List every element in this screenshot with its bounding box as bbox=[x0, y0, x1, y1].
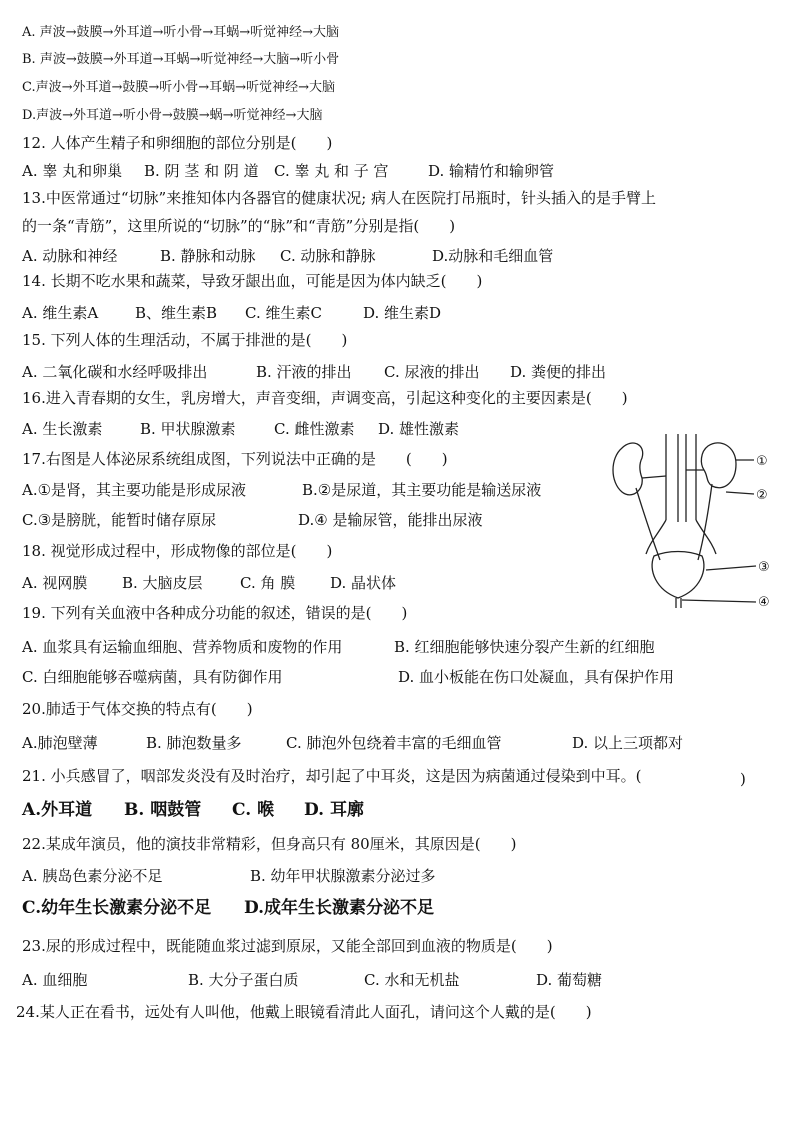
q13-option-a: A. 动脉和神经 bbox=[22, 247, 118, 265]
sequence-option-c: C.声波→外耳道→鼓膜→听小骨→耳蜗→听觉神经→大脑 bbox=[22, 80, 335, 95]
q23-option-c: C. 水和无机盐 bbox=[364, 971, 460, 989]
q18-stem: 18. 视觉形成过程中，形成物像的部位是( ) bbox=[22, 542, 333, 560]
q22-option-b: B. 幼年甲状腺激素分泌过多 bbox=[250, 867, 436, 885]
blood-vessels-shape bbox=[666, 434, 696, 522]
q18-option-c: C. 角 膜 bbox=[240, 574, 296, 592]
q17-options-row2 bbox=[22, 510, 622, 530]
q20-option-b: B. 肺泡数量多 bbox=[146, 734, 242, 752]
q16-option-a: A. 生长激素 bbox=[22, 420, 103, 438]
q14-options bbox=[22, 303, 782, 323]
q13-stem-line1: 13.中医常通过“切脉”来推知体内各器官的健康状况; 病人在医院打吊瓶时，针头插入的是手臂上 bbox=[22, 189, 657, 207]
q13-stem-line2: 的一条“青筋”，这里所说的“切脉”的“脉”和“青筋”分别是指( ) bbox=[22, 217, 456, 235]
q16-options bbox=[22, 419, 622, 439]
q22-option-d: D.成年生长激素分泌不足 bbox=[244, 898, 435, 918]
q12-option-b: B. 阴 茎 和 阴 道 bbox=[144, 162, 259, 180]
q20-stem: 20.肺适于气体交换的特点有( ) bbox=[22, 700, 253, 718]
q16-option-d: D. 雄性激素 bbox=[378, 420, 460, 438]
q23-option-a: A. 血细胞 bbox=[22, 971, 88, 989]
q14-option-b: B、维生素B bbox=[135, 304, 218, 322]
q23-option-b: B. 大分子蛋白质 bbox=[188, 971, 299, 989]
q23-stem: 23.尿的形成过程中，既能随血浆过滤到原尿，又能全部回到血液的物质是( ) bbox=[22, 937, 553, 955]
figure-label-3: ③ bbox=[758, 560, 770, 575]
q19-option-a: A. 血浆具有运输血细胞、营养物质和废物的作用 bbox=[22, 638, 343, 656]
q15-stem: 15. 下列人体的生理活动，不属于排泄的是( ) bbox=[22, 331, 348, 349]
q18-option-b: B. 大脑皮层 bbox=[122, 574, 203, 592]
q17-option-a: A.①是肾，其主要功能是形成尿液 bbox=[22, 481, 247, 499]
q13-option-c: C. 动脉和静脉 bbox=[280, 247, 376, 265]
q19-option-c: C. 白细胞能够吞噬病菌，具有防御作用 bbox=[22, 668, 283, 686]
q22-options-row1 bbox=[22, 866, 622, 886]
q19-option-b: B. 红细胞能够快速分裂产生新的红细胞 bbox=[394, 638, 655, 656]
q17-options-row1 bbox=[22, 480, 622, 500]
q17-option-b: B.②是尿道，其主要功能是输送尿液 bbox=[302, 481, 542, 499]
q22-stem: 22.某成年演员，他的演技非常精彩，但身高只有 80厘米，其原因是( ) bbox=[22, 835, 517, 853]
q19-stem: 19. 下列有关血液中各种成分功能的叙述，错误的是( ) bbox=[22, 604, 408, 622]
q16-option-b: B. 甲状腺激素 bbox=[140, 420, 236, 438]
q24-stem: 24.某人正在看书，远处有人叫他，他戴上眼镜看清此人面孔，请问这个人戴的是( ) bbox=[16, 1003, 592, 1021]
q21-option-a: A.外耳道 bbox=[22, 800, 93, 820]
q22-options-row2 bbox=[22, 898, 622, 920]
q18-options bbox=[22, 573, 622, 593]
q15-option-d: D. 粪便的排出 bbox=[510, 363, 607, 381]
q14-stem: 14. 长期不吃水果和蔬菜，导致牙龈出血，可能是因为体内缺乏( ) bbox=[22, 272, 483, 290]
q17-option-d: D.④ 是输尿管，能排出尿液 bbox=[298, 511, 483, 529]
q21-stem: 21. 小兵感冒了，咽部发炎没有及时治疗，却引起了中耳炎，这是因为病菌通过侵染到中耳。( bbox=[22, 767, 642, 785]
q18-option-d: D. 晶状体 bbox=[330, 574, 397, 592]
q18-option-a: A. 视网膜 bbox=[22, 574, 88, 592]
urethra-shape bbox=[676, 598, 681, 608]
q21-option-b: B. 咽鼓管 bbox=[124, 800, 202, 820]
q12-option-d: D. 输精竹和输卵管 bbox=[428, 162, 555, 180]
q14-option-a: A. 维生素A bbox=[22, 304, 99, 322]
q20-option-d: D. 以上三项都对 bbox=[572, 734, 684, 752]
q23-option-d: D. 葡萄糖 bbox=[536, 971, 603, 989]
q13-options bbox=[22, 246, 782, 266]
q12-options bbox=[22, 161, 782, 181]
q12-option-a: A. 睾 丸和卵巢 bbox=[22, 162, 123, 180]
sequence-option-d: D.声波→外耳道→听小骨→鼓膜→蜗→听觉神经→大脑 bbox=[22, 108, 323, 123]
left-kidney-shape bbox=[613, 443, 643, 495]
q20-option-c: C. 肺泡外包绕着丰富的毛细血管 bbox=[286, 734, 502, 752]
q19-options-row2 bbox=[22, 667, 782, 687]
sequence-option-b: B. 声波→鼓膜→外耳道→耳蜗→听觉神经→大脑→听小骨 bbox=[22, 52, 340, 67]
q22-option-c: C.幼年生长激素分泌不足 bbox=[22, 898, 212, 918]
q21-option-d: D. 耳廓 bbox=[304, 800, 364, 820]
q14-option-c: C. 维生素C bbox=[245, 304, 322, 322]
q16-option-c: C. 雌性激素 bbox=[274, 420, 355, 438]
q17-option-c: C.③是膀胱，能暂时储存原尿 bbox=[22, 511, 217, 529]
urinary-system-figure bbox=[608, 430, 778, 610]
q15-option-c: C. 尿液的排出 bbox=[384, 363, 480, 381]
q13-option-d: D.动脉和毛细血管 bbox=[432, 247, 554, 265]
q15-options bbox=[22, 362, 782, 382]
q14-option-d: D. 维生素D bbox=[363, 304, 442, 322]
q15-option-b: B. 汗液的排出 bbox=[256, 363, 352, 381]
q23-options bbox=[22, 970, 782, 990]
q16-stem: 16.进入青春期的女生，乳房增大，声音变细，声调变高，引起这种变化的主要因素是( ) bbox=[22, 389, 628, 407]
right-kidney-shape bbox=[701, 443, 736, 488]
q20-options bbox=[22, 733, 782, 753]
sequence-option-a: A. 声波→鼓膜→外耳道→听小骨→耳蜗→听觉神经→大脑 bbox=[22, 25, 340, 40]
q12-stem: 12. 人体产生精子和卵细胞的部位分别是( ) bbox=[22, 134, 333, 152]
q19-options-row1 bbox=[22, 637, 782, 657]
q13-option-b: B. 静脉和动脉 bbox=[160, 247, 256, 265]
ureter-shape bbox=[636, 484, 712, 560]
q12-option-c: C. 睾 丸 和 子 宫 bbox=[274, 162, 389, 180]
q21-stem-close: ) bbox=[740, 770, 746, 788]
figure-label-2: ② bbox=[756, 488, 768, 503]
figure-label-4: ④ bbox=[758, 595, 770, 610]
figure-label-1: ① bbox=[756, 454, 768, 469]
q15-option-a: A. 二氧化碳和水经呼吸排出 bbox=[22, 363, 208, 381]
q20-option-a: A.肺泡壁薄 bbox=[22, 734, 98, 752]
q21-option-c: C. 喉 bbox=[232, 800, 275, 820]
q19-option-d: D. 血小板能在伤口处凝血，具有保护作用 bbox=[398, 668, 675, 686]
q21-options bbox=[22, 800, 622, 822]
q22-option-a: A. 胰岛色素分泌不足 bbox=[22, 867, 163, 885]
q17-stem: 17.右图是人体泌尿系统组成图，下列说法中正确的是 ( ) bbox=[22, 450, 448, 468]
